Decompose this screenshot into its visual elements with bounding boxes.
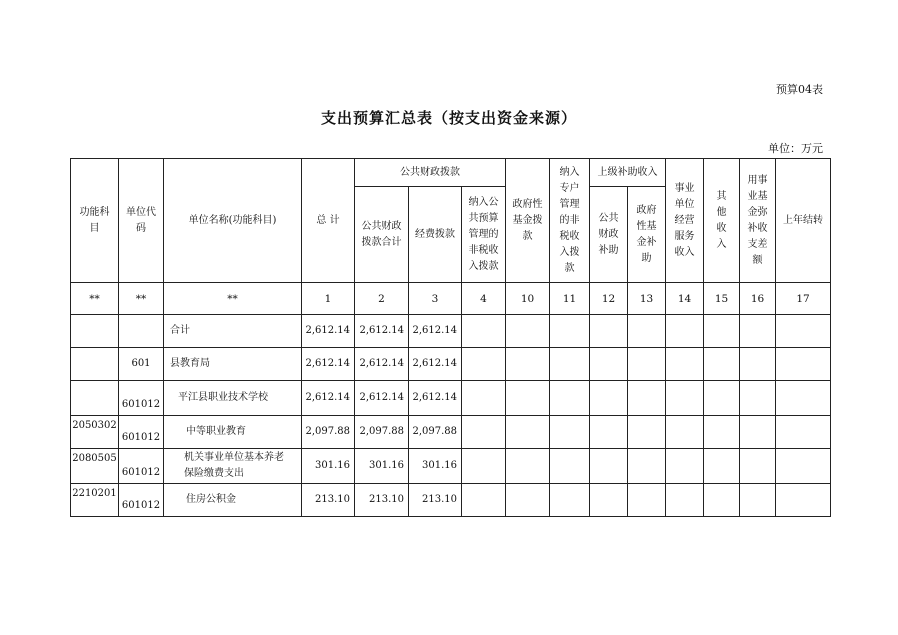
code-cell: 10 — [506, 283, 550, 315]
row-func-code — [71, 348, 119, 381]
empty-cell — [666, 416, 704, 449]
row-unit-name: 县教育局 — [164, 348, 302, 381]
page-title: 支出预算汇总表（按支出资金来源） — [320, 109, 577, 127]
table-row — [71, 484, 831, 517]
empty-cell — [550, 315, 590, 348]
code-cell: ** — [71, 283, 119, 315]
header-public-finance-total: 公共财政拨款合计 — [355, 187, 409, 283]
row-public-total: 301.16 — [355, 449, 409, 484]
row-total: 2,097.88 — [302, 416, 355, 449]
empty-cell — [628, 315, 666, 348]
row-total: 213.10 — [302, 484, 355, 517]
budget-table — [70, 158, 831, 517]
table-row — [71, 416, 831, 449]
empty-cell — [462, 381, 506, 416]
code-cell: 17 — [776, 283, 831, 315]
code-cell: 13 — [628, 283, 666, 315]
code-cell: 11 — [550, 283, 590, 315]
row-unit-code: 601012 — [119, 484, 164, 517]
empty-cell — [628, 449, 666, 484]
empty-cell — [776, 315, 831, 348]
row-unit-code: 601 — [119, 348, 164, 381]
row-total: 2,612.14 — [302, 315, 355, 348]
empty-cell — [506, 348, 550, 381]
empty-cell — [462, 449, 506, 484]
empty-cell — [776, 381, 831, 416]
code-cell: ** — [119, 283, 164, 315]
row-funding: 2,612.14 — [409, 381, 462, 416]
empty-cell — [550, 381, 590, 416]
code-cell: 4 — [462, 283, 506, 315]
row-func-code — [71, 381, 119, 416]
row-public-total: 2,612.14 — [355, 381, 409, 416]
empty-cell — [666, 484, 704, 517]
header-unit-code: 单位代码 — [119, 159, 164, 283]
row-funding: 2,612.14 — [409, 315, 462, 348]
row-func-code: 2050302 — [71, 416, 119, 449]
empty-cell — [704, 348, 740, 381]
table-row — [71, 449, 831, 484]
empty-cell — [666, 315, 704, 348]
empty-cell — [506, 381, 550, 416]
empty-cell — [506, 315, 550, 348]
row-unit-code — [119, 315, 164, 348]
row-func-code — [71, 315, 119, 348]
empty-cell — [506, 449, 550, 484]
empty-cell — [628, 348, 666, 381]
empty-cell — [628, 484, 666, 517]
empty-cell — [776, 484, 831, 517]
header-public-finance: 公共财政拨款 — [355, 159, 506, 187]
header-gov-fund-subsidy: 政府性基金补助 — [628, 187, 666, 283]
row-unit-code: 601012 — [119, 381, 164, 416]
empty-cell — [776, 416, 831, 449]
header-unit-name: 单位名称(功能科目) — [164, 159, 302, 283]
header-fund-compensation: 用事业基金弥补收支差额 — [740, 159, 776, 283]
header-func-code: 功能科目 — [71, 159, 119, 283]
header-upper-subsidy: 上级补助收入 — [590, 159, 666, 187]
empty-cell — [550, 348, 590, 381]
code-cell: 14 — [666, 283, 704, 315]
header-non-tax-in-budget: 纳入公共预算管理的非税收入拨款 — [462, 187, 506, 283]
code-cell: ** — [164, 283, 302, 315]
table-row — [71, 381, 831, 416]
empty-cell — [628, 381, 666, 416]
empty-cell — [628, 416, 666, 449]
header-funding: 经费拨款 — [409, 187, 462, 283]
row-func-code: 2210201 — [71, 484, 119, 517]
empty-cell — [704, 416, 740, 449]
empty-cell — [506, 484, 550, 517]
row-funding: 213.10 — [409, 484, 462, 517]
row-unit-code: 601012 — [119, 449, 164, 484]
empty-cell — [590, 416, 628, 449]
empty-cell — [462, 315, 506, 348]
empty-cell — [506, 416, 550, 449]
row-public-total: 2,612.14 — [355, 348, 409, 381]
empty-cell — [740, 416, 776, 449]
empty-cell — [590, 381, 628, 416]
empty-cell — [740, 381, 776, 416]
code-cell: 16 — [740, 283, 776, 315]
empty-cell — [590, 315, 628, 348]
code-cell: 1 — [302, 283, 355, 315]
empty-cell — [740, 484, 776, 517]
row-public-total: 213.10 — [355, 484, 409, 517]
empty-cell — [462, 348, 506, 381]
row-unit-name: 中等职业教育 — [164, 416, 302, 449]
empty-cell — [550, 484, 590, 517]
empty-cell — [590, 484, 628, 517]
row-funding: 2,612.14 — [409, 348, 462, 381]
row-unit-code: 601012 — [119, 416, 164, 449]
empty-cell — [704, 381, 740, 416]
row-funding: 301.16 — [409, 449, 462, 484]
row-public-total: 2,612.14 — [355, 315, 409, 348]
empty-cell — [704, 315, 740, 348]
row-total: 301.16 — [302, 449, 355, 484]
code-cell: 3 — [409, 283, 462, 315]
header-business-income: 事业单位经营服务收入 — [666, 159, 704, 283]
header-total: 总 计 — [302, 159, 355, 283]
empty-cell — [666, 449, 704, 484]
empty-cell — [740, 348, 776, 381]
empty-cell — [590, 449, 628, 484]
header-other-income: 其他收入 — [704, 159, 740, 283]
empty-cell — [462, 484, 506, 517]
code-cell: 15 — [704, 283, 740, 315]
row-unit-name: 机关事业单位基本养老保险缴费支出 — [164, 449, 302, 484]
code-row — [71, 283, 831, 315]
empty-cell — [776, 449, 831, 484]
empty-cell — [666, 381, 704, 416]
empty-cell — [776, 348, 831, 381]
header-public-finance-subsidy: 公共财政补助 — [590, 187, 628, 283]
row-funding: 2,097.88 — [409, 416, 462, 449]
row-func-code: 2080505 — [71, 449, 119, 484]
empty-cell — [550, 449, 590, 484]
empty-cell — [704, 449, 740, 484]
empty-cell — [740, 449, 776, 484]
empty-cell — [740, 315, 776, 348]
row-total: 2,612.14 — [302, 348, 355, 381]
row-public-total: 2,097.88 — [355, 416, 409, 449]
table-row — [71, 315, 831, 348]
table-row — [71, 348, 831, 381]
empty-cell — [704, 484, 740, 517]
row-unit-name: 住房公积金 — [164, 484, 302, 517]
row-unit-name: 平江县职业技术学校 — [164, 381, 302, 416]
header-gov-fund: 政府性基金拨款 — [506, 159, 550, 283]
empty-cell — [590, 348, 628, 381]
header-carryover: 上年结转 — [776, 159, 831, 283]
header-non-tax-special: 纳入专户管理的非税收入拨款 — [550, 159, 590, 283]
empty-cell — [666, 348, 704, 381]
code-cell: 2 — [355, 283, 409, 315]
empty-cell — [462, 416, 506, 449]
header-row-1 — [71, 159, 831, 187]
form-number: 预算04表 — [776, 83, 823, 96]
unit-label: 单位：万元 — [768, 142, 823, 155]
code-cell: 12 — [590, 283, 628, 315]
row-total: 2,612.14 — [302, 381, 355, 416]
empty-cell — [550, 416, 590, 449]
row-unit-name: 合计 — [164, 315, 302, 348]
